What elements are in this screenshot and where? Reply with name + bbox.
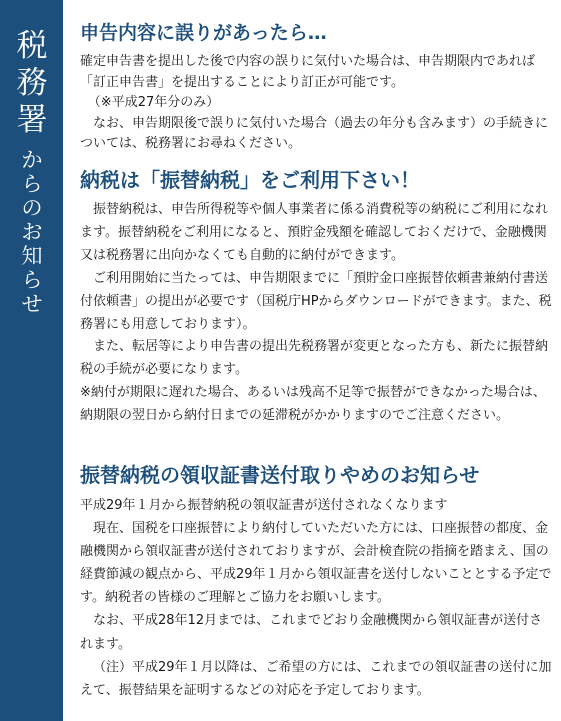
section-correction-note: （※平成27年分のみ）: [87, 95, 220, 110]
section-receipt-paragraph: 現在、国税を口座振替により納付していただいた方には、口座振替の都度、金融機関から領収証書が送付されておりますが、会計検査院の指摘を踏まえ、国の経費節減の観点から、平成29年１月から領収証書を送付しないこととする予定です。納税者の皆様のご理解とご協力をお願いします。: [80, 521, 552, 606]
section-transfer-warning: ※納付が期限に遅れた場合、あるいは残高不足等で振替ができなかった場合は、納期限の翌日から納付日までの延滞税がかかりますのでご注意ください。: [80, 385, 546, 424]
sidebar-title-main: 税務署: [16, 28, 48, 138]
section-transfer-paragraph: 振替納税は、申告所得税等や個人事業者に係る消費税等の納税にご利用になれます。振替納税をご利用になると、預貯金残額を確認しておくだけで、金融機関又は税務署に出向かなくても自動的に納付ができます。: [80, 202, 549, 263]
section-receipt-paragraph: なお、平成28年12月までは、これまでどおり金融機関から領収証書が送付されます。: [80, 613, 543, 652]
section-receipt-body: [80, 494, 554, 702]
sidebar-title-sub: からのお知らせ: [21, 148, 43, 316]
section-transfer-body: [80, 199, 554, 428]
section-transfer-paragraph: また、転居等により申告書の提出先税務署が変更となった方も、新たに振替納税の手続が必要になります。: [80, 339, 549, 378]
sidebar-banner: [0, 0, 63, 721]
section-correction-paragraph: なお、申告期限後で誤りに気付いた場合（過去の年分も含みます）の手続きについては、税務署にお尋ねください。: [80, 115, 549, 151]
section-correction-paragraph: 確定申告書を提出した後で内容の誤りに気付いた場合は、申告期限内であれば「訂正申告書」を提出することにより訂正が可能です。: [80, 54, 536, 90]
section-receipt-heading: 振替納税の領収証書送付取りやめのお知らせ: [80, 463, 480, 487]
section-transfer-paragraph: ご利用開始に当たっては、申告期限までに「預貯金口座振替依頼書兼納付書送付依頼書」の提出が必要です（国税庁HPからダウンロードができます。また、税務署にも用意しております）。: [80, 270, 552, 332]
section-receipt-lead: 平成29年１月から振替納税の領収証書が送付されなくなります: [80, 498, 448, 513]
section-transfer-heading: 納税は「振替納税」をご利用下さい！: [80, 168, 420, 192]
section-correction-heading: 申告内容に誤りがあったら…: [80, 22, 327, 44]
section-receipt-note: （注）平成29年１月以降は、ご希望の方には、これまでの領収証書の送付に加えて、振替結果を証明するなどの対応を予定しております。: [80, 659, 552, 698]
section-correction-body: [80, 52, 554, 155]
